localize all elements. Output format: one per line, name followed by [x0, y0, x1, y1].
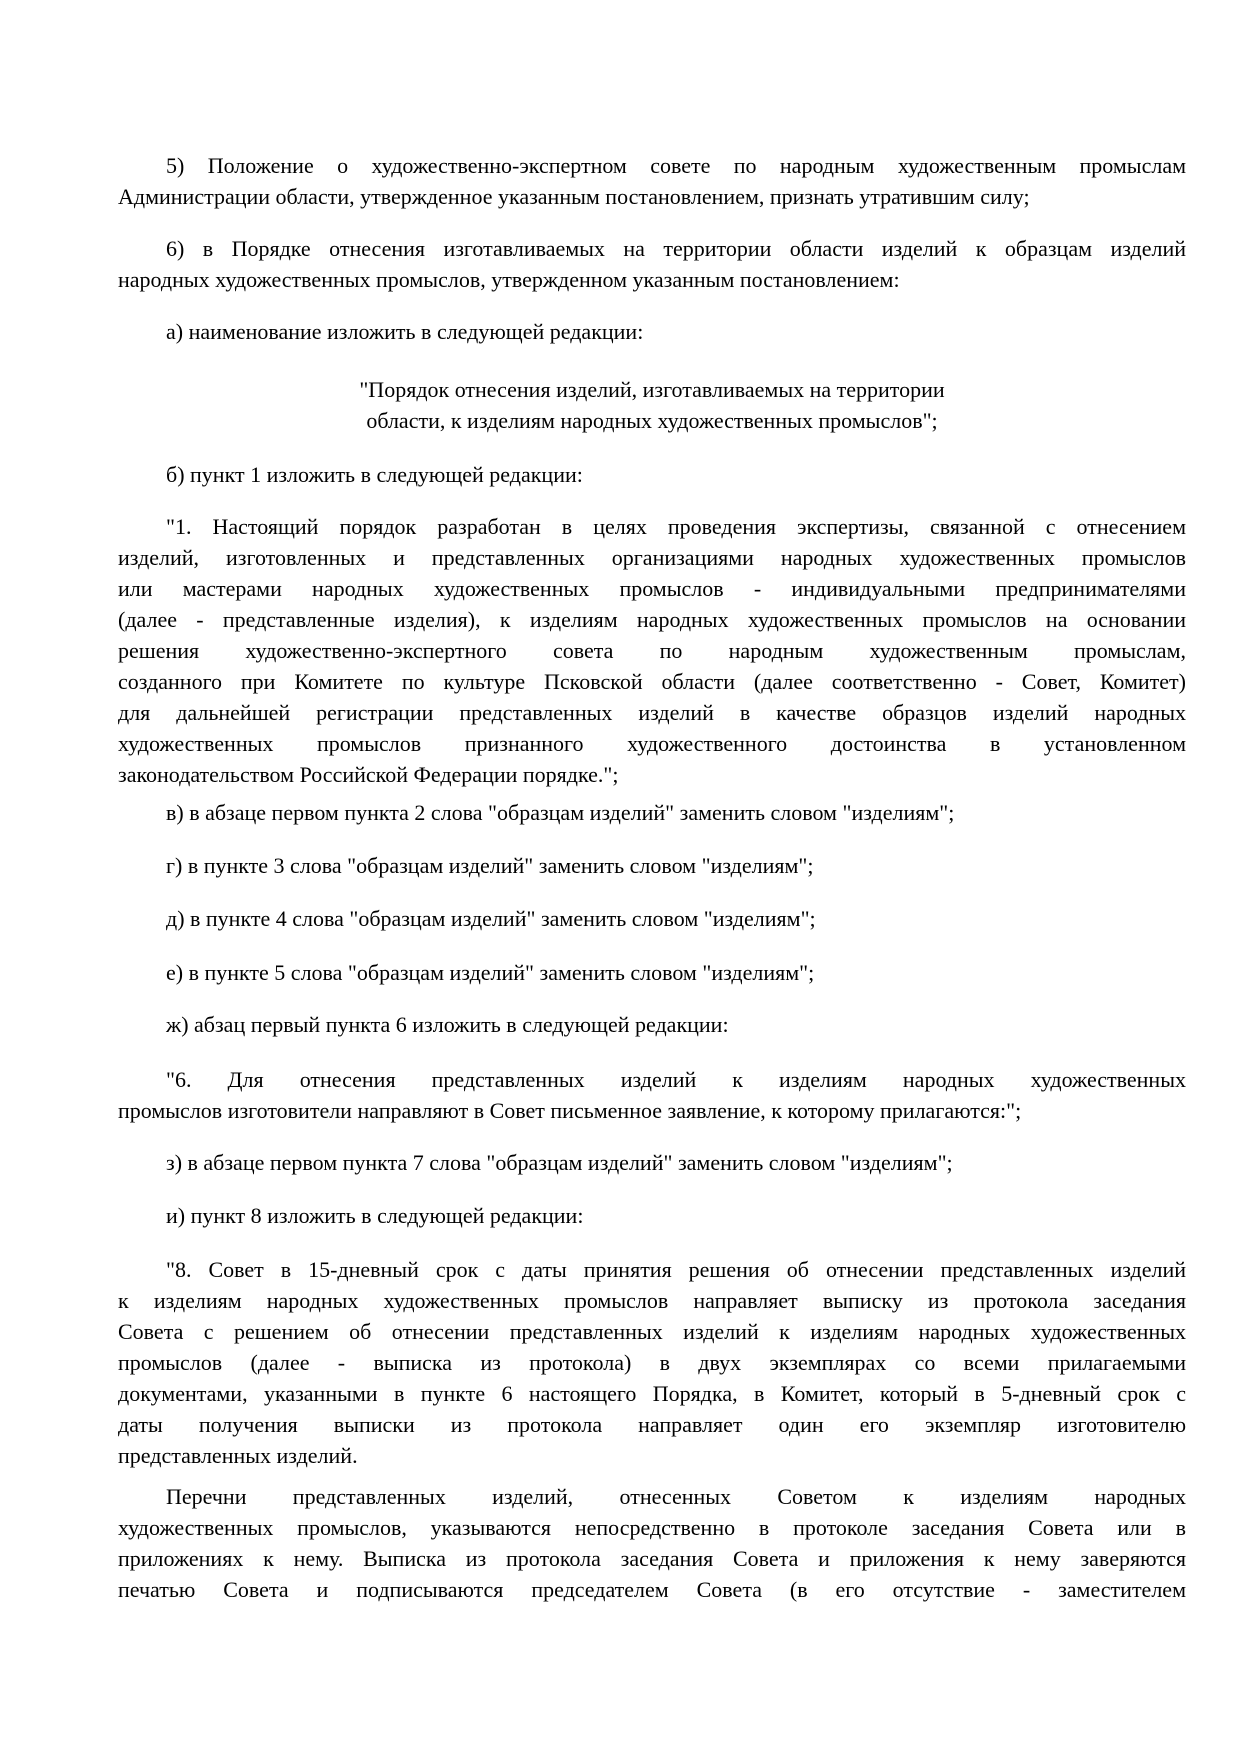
text-line: документами, указанными в пункте 6 настоящего Порядка, в Комитет, который в 5-дневный срок с: [118, 1381, 1186, 1406]
text-line: промыслов (далее - выписка из протокола) в двух экземплярах со всеми прилагаемыми: [118, 1350, 1186, 1375]
text-line: (далее - представленные изделия), к изделиям народных художественных промыслов на основании: [118, 607, 1186, 632]
paragraph-pd: [118, 903, 1186, 934]
paragraph-pe: [118, 957, 1186, 988]
paragraph-pa: [118, 316, 1186, 347]
text-line: д) в пункте 4 слова "образцам изделий" заменить словом "изделиям";: [166, 906, 816, 931]
text-line: художественных промыслов, указываются непосредственно в протоколе заседания Совета или в: [118, 1515, 1186, 1540]
text-line: представленных изделий.: [118, 1443, 358, 1468]
text-line: в) в абзаце первом пункта 2 слова "образцам изделий" заменить словом "изделиям";: [166, 800, 955, 825]
text-line: даты получения выписки из протокола направляет один его экземпляр изготовителю: [118, 1412, 1186, 1437]
text-line: Совета с решением об отнесении представленных изделий к изделиям народных художественных: [118, 1319, 1186, 1344]
paragraph-p1: [118, 511, 1186, 790]
text-line: 6) в Порядке отнесения изготавливаемых на территории области изделий к образцам изделий: [166, 236, 1186, 261]
text-line: или мастерами народных художественных промыслов - индивидуальными предпринимателями: [118, 576, 1186, 601]
text-line: "Порядок отнесения изделий, изготавливаемых на территории: [359, 377, 945, 402]
text-line: приложениях к нему. Выписка из протокола заседания Совета и приложения к нему заверяются: [118, 1546, 1186, 1571]
text-line: законодательством Российской Федерации порядке.";: [118, 762, 619, 787]
text-line: художественных промыслов признанного художественного достоинства в установленном: [118, 731, 1186, 756]
paragraph-pi: [118, 1200, 1186, 1231]
paragraph-p6q: [118, 1064, 1186, 1126]
paragraph-pg: [118, 850, 1186, 881]
text-line: изделий, изготовленных и представленных организациями народных художественных промыслов: [118, 545, 1186, 570]
text-line: Администрации области, утвержденное указанным постановлением, признать утратившим силу;: [118, 184, 1030, 209]
paragraph-pb: [118, 459, 1186, 490]
text-line: "8. Совет в 15-дневный срок с даты принятия решения об отнесении представленных изделий: [166, 1257, 1186, 1282]
text-line: "6. Для отнесения представленных изделий к изделиям народных художественных: [166, 1067, 1186, 1092]
text-line: промыслов изготовители направляют в Совет письменное заявление, к которому прилагаются:";: [118, 1098, 1022, 1123]
paragraph-pz: [118, 1147, 1186, 1178]
text-line: ж) абзац первый пункта 6 изложить в следующей редакции:: [166, 1012, 729, 1037]
text-line: г) в пункте 3 слова "образцам изделий" заменить словом "изделиям";: [166, 853, 814, 878]
text-line: б) пункт 1 изложить в следующей редакции:: [166, 462, 583, 487]
text-line: печатью Совета и подписываются председателем Совета (в его отсутствие - заместителем: [118, 1577, 1186, 1602]
text-line: з) в абзаце первом пункта 7 слова "образцам изделий" заменить словом "изделиям";: [166, 1150, 953, 1175]
paragraph-p6: [118, 233, 1186, 295]
text-line: Перечни представленных изделий, отнесенных Советом к изделиям народных: [166, 1484, 1186, 1509]
text-line: созданного при Комитете по культуре Псковской области (далее соответственно - Совет, Комитет): [118, 669, 1186, 694]
paragraph-p5: [118, 150, 1186, 212]
paragraph-pzh: [118, 1009, 1186, 1040]
text-line: решения художественно-экспертного совета по народным художественным промыслам,: [118, 638, 1186, 663]
paragraph-pper: [118, 1481, 1186, 1605]
text-line: к изделиям народных художественных промыслов направляет выписку из протокола заседания: [118, 1288, 1186, 1313]
text-line: области, к изделиям народных художественных промыслов";: [366, 408, 938, 433]
paragraph-p8: [118, 1254, 1186, 1471]
text-line: 5) Положение о художественно-экспертном совете по народным художественным промыслам: [166, 153, 1186, 178]
text-line: и) пункт 8 изложить в следующей редакции:: [166, 1203, 584, 1228]
text-line: е) в пункте 5 слова "образцам изделий" заменить словом "изделиям";: [166, 960, 815, 985]
paragraph-pv: [118, 797, 1186, 828]
text-line: а) наименование изложить в следующей редакции:: [166, 319, 644, 344]
text-line: народных художественных промыслов, утвержденном указанным постановлением:: [118, 267, 900, 292]
text-line: для дальнейшей регистрации представленных изделий в качестве образцов изделий народных: [118, 700, 1186, 725]
text-line: "1. Настоящий порядок разработан в целях проведения экспертизы, связанной с отнесением: [166, 514, 1186, 539]
paragraph-pq: [118, 374, 1186, 436]
